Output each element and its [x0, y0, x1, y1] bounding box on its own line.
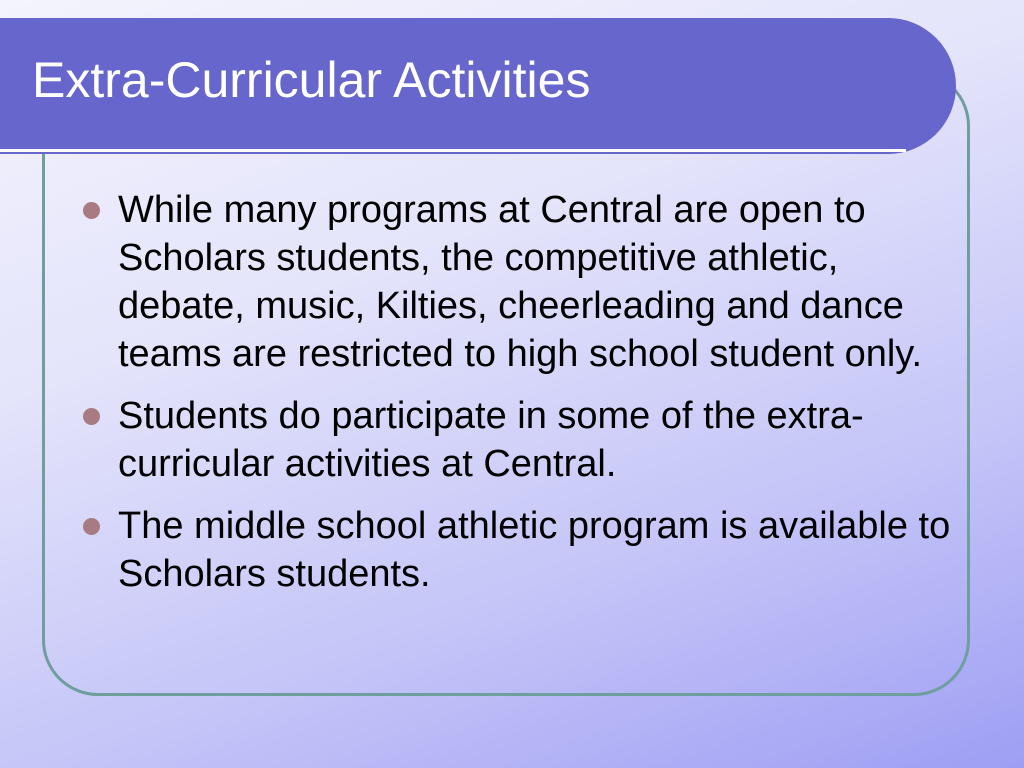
bullet-text: The middle school athletic program is available to Scholars students. [118, 505, 951, 595]
bullet-icon [83, 518, 100, 535]
bullet-text: Students do participate in some of the extra-curricular activities at Central. [118, 395, 864, 485]
slide-title: Extra-Curricular Activities [32, 52, 591, 108]
bullet-list [80, 186, 960, 612]
bullet-icon [83, 408, 100, 425]
bullet-item [80, 392, 960, 488]
bullet-item [80, 186, 960, 378]
title-underline [0, 149, 906, 152]
bullet-text: While many programs at Central are open to Scholars students, the competitive athletic, debate, music, Kilties, cheerleading and dance teams are restricted to high school student only. [118, 189, 923, 375]
bullet-icon [83, 202, 100, 219]
bullet-item [80, 502, 960, 598]
